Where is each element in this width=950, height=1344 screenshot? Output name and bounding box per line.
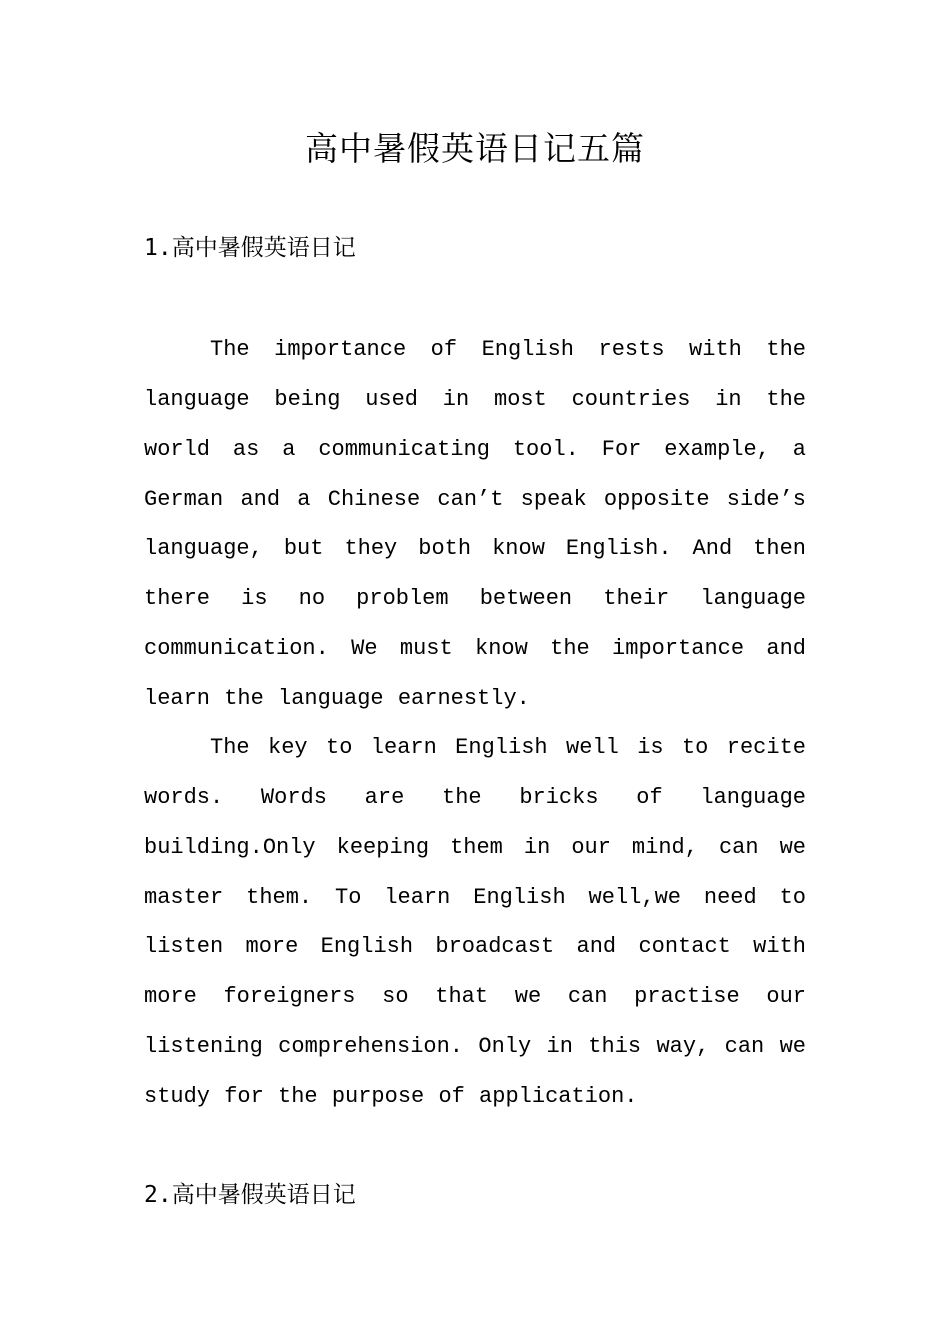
section-heading-2: 2.高中暑假英语日记 [144, 1182, 356, 1208]
document-title: 高中暑假英语日记五篇 [305, 129, 645, 168]
section-heading-1: 1.高中暑假英语日记 [144, 235, 356, 261]
paragraph-2: The key to learn English well is to recite words. Words are the bricks of language building.Only keeping them in our mind, can we master them. To learn English well,we need to listen more English broadcast and contact with more foreigners so that we can practise our listening comprehension. Only in this way, can we study for the purpose of application. [144, 735, 806, 1109]
paragraph-1: The importance of English rests with the language being used in most countries in the world as a communicating tool. For example, a German and a Chinese can’t speak opposite side’s language, but they both know English. And then there is no problem between their language communication. We must know the importance and learn the language earnestly. [144, 337, 806, 711]
